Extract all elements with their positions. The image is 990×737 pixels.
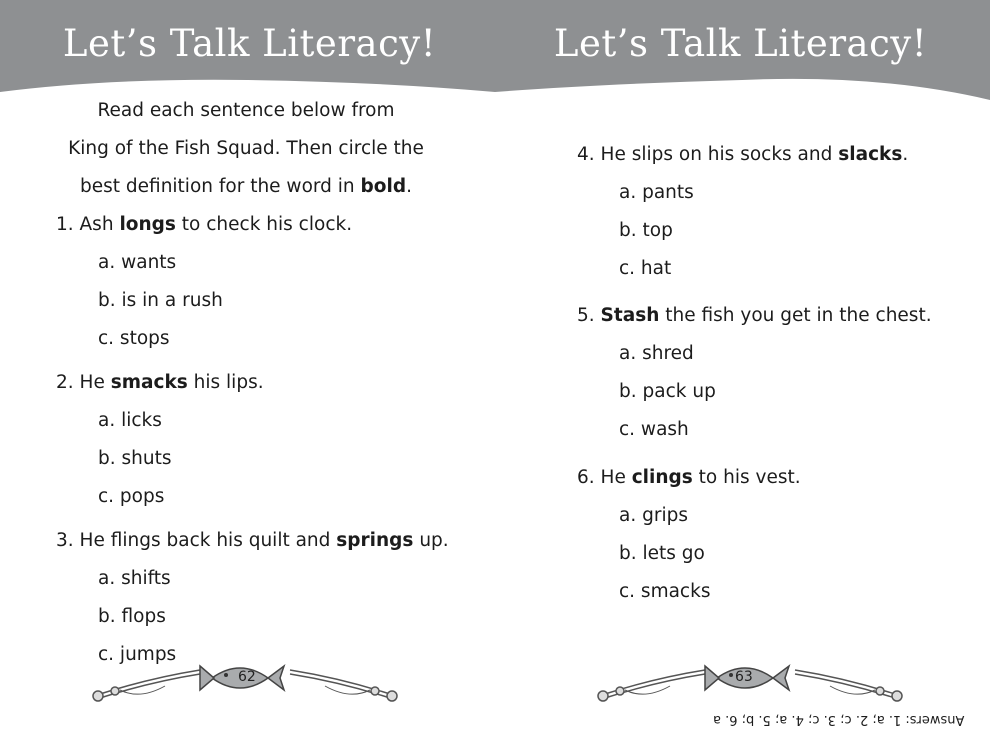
option: b. top — [619, 220, 673, 241]
instruction-line: King of the Fish Squad. Then circle the — [68, 138, 424, 159]
option: b. shuts — [98, 448, 172, 469]
page-number: 62 — [238, 669, 256, 685]
option: a. shred — [619, 343, 694, 364]
option: b. pack up — [619, 381, 716, 402]
question-3: 3. He flings back his quilt and springs up. — [56, 530, 449, 551]
question-4: 4. He slips on his socks and slacks. — [577, 144, 909, 165]
page-number: 63 — [735, 669, 753, 685]
option: c. jumps — [98, 644, 177, 665]
fishing-rod-icon — [598, 670, 705, 701]
option: c. pops — [98, 486, 165, 507]
question-1: 1. Ash longs to check his clock. — [56, 214, 353, 235]
option: a. pants — [619, 182, 694, 203]
question-2: 2. He smacks his lips. — [56, 372, 264, 393]
option: b. is in a rush — [98, 290, 223, 311]
instruction-line: best definition for the word in bold. — [80, 176, 412, 197]
fishing-rod-icon — [795, 670, 902, 701]
page-title: Let’s Talk Literacy! — [62, 22, 437, 65]
instruction-line: Read each sentence below from — [97, 100, 395, 121]
option: c. stops — [98, 328, 170, 349]
fishing-rod-icon — [290, 670, 397, 701]
option: a. licks — [98, 410, 162, 431]
question-6: 6. He clings to his vest. — [577, 467, 801, 488]
instructions — [50, 92, 442, 206]
question-5: 5. Stash the fish you get in the chest. — [577, 305, 932, 326]
option: a. shifts — [98, 568, 171, 589]
option: c. hat — [619, 258, 672, 279]
option: a. grips — [619, 505, 688, 526]
option: c. smacks — [619, 581, 711, 602]
option: c. wash — [619, 419, 689, 440]
right-page — [495, 0, 990, 737]
fishing-rod-icon — [93, 670, 200, 701]
option: a. wants — [98, 252, 177, 273]
page-title: Let’s Talk Literacy! — [553, 22, 928, 65]
option: b. lets go — [619, 543, 705, 564]
answer-key: Answers: 1. a; 2. c; 3. c; 4. a; 5. b; 6. a — [713, 712, 965, 727]
option: b. flops — [98, 606, 166, 627]
